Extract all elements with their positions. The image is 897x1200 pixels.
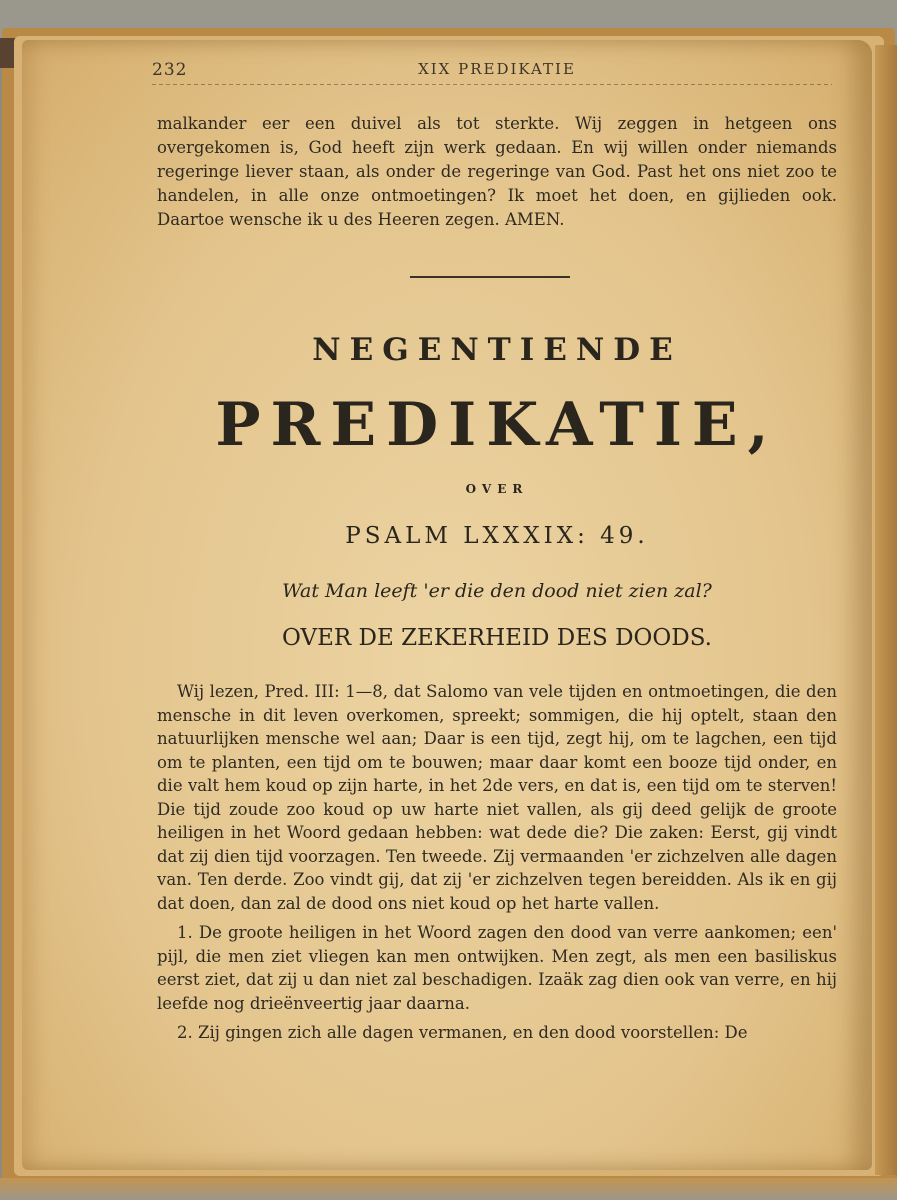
running-title: XIX PREDIKATIE <box>418 60 576 78</box>
header-rule <box>152 84 832 85</box>
book-page <box>22 40 872 1170</box>
section-divider <box>410 276 570 278</box>
sermon-ordinal: NEGENTIENDE <box>312 332 682 368</box>
sermon-body <box>157 680 837 1051</box>
sermon-text-reference: PSALM LXXXIX: 49. <box>345 523 649 549</box>
sermon-title: PREDIKATIE, <box>215 390 779 460</box>
table-edge <box>0 1178 897 1200</box>
page-header <box>152 60 842 90</box>
sermon-motto: Wat Man leeft 'er die den dood niet zien zal? <box>282 580 712 602</box>
sermon-subject: OVER DE ZEKERHEID DES DOODS. <box>282 625 712 651</box>
previous-sermon-ending: malkander eer een duivel als tot sterkte. Wij zeggen in hetgeen ons overgekomen is, God heeft zijn werk gedaan. En wij willen onder niemands regeringe liever staan, als onder de regeringe van God. Past het ons niet zoo te handelen, in alle onze ontmoetingen? Ik moet het doen, en gijlieden ook. Daartoe wensche ik u des Heeren zegen. AMEN. <box>157 114 837 229</box>
book-edge <box>875 45 897 1175</box>
sermon-over: OVER <box>465 482 529 496</box>
body-paragraph-intro: Wij lezen, Pred. III: 1—8, dat Salomo van vele tijden en ontmoetingen, die den mensche in dit leven overkomen, spreekt; sommigen, die hij optelt, staan den natuurlijken mensche wel aan; Daar is een tijd, zegt hij, om te lagchen, een tijd om te planten, een tijd om te bouwen; maar daar komt een booze tijd onder, en die valt hem koud op zijn harte, in het 2de vers, en dat is, een tijd om te sterven! Die tijd zoude zoo koud op uw harte niet vallen, als gij deed gelijk de groote heiligen in het Woord gedaan hebben: wat dede die? Die zaken: Eerst, gij vindt dat zij dien tijd voorzagen. Ten tweede. Zij vermaanden 'er zichzelven alle dagen van. Ten derde. Zoo vindt gij, dat zij 'er zichzelven tegen bereidden. Als ik en gij dat doen, dan zal de dood ons niet koud op het harte vallen. <box>157 682 837 913</box>
page-number: 232 <box>152 60 188 80</box>
body-paragraph-point-1: 1. De groote heiligen in het Woord zagen den dood van verre aankomen; een' pijl, die men ziet vliegen kan men ontwijken. Men zegt, als men een basiliskus eerst ziet, dat zij u dan niet zal beschadigen. Izaäk zag dien ook van verre, en hij leefde nog drieënveertig jaar daarna. <box>157 923 837 1013</box>
body-paragraph-point-2: 2. Zij gingen zich alle dagen vermanen, en den dood voorstellen: De <box>177 1023 748 1042</box>
